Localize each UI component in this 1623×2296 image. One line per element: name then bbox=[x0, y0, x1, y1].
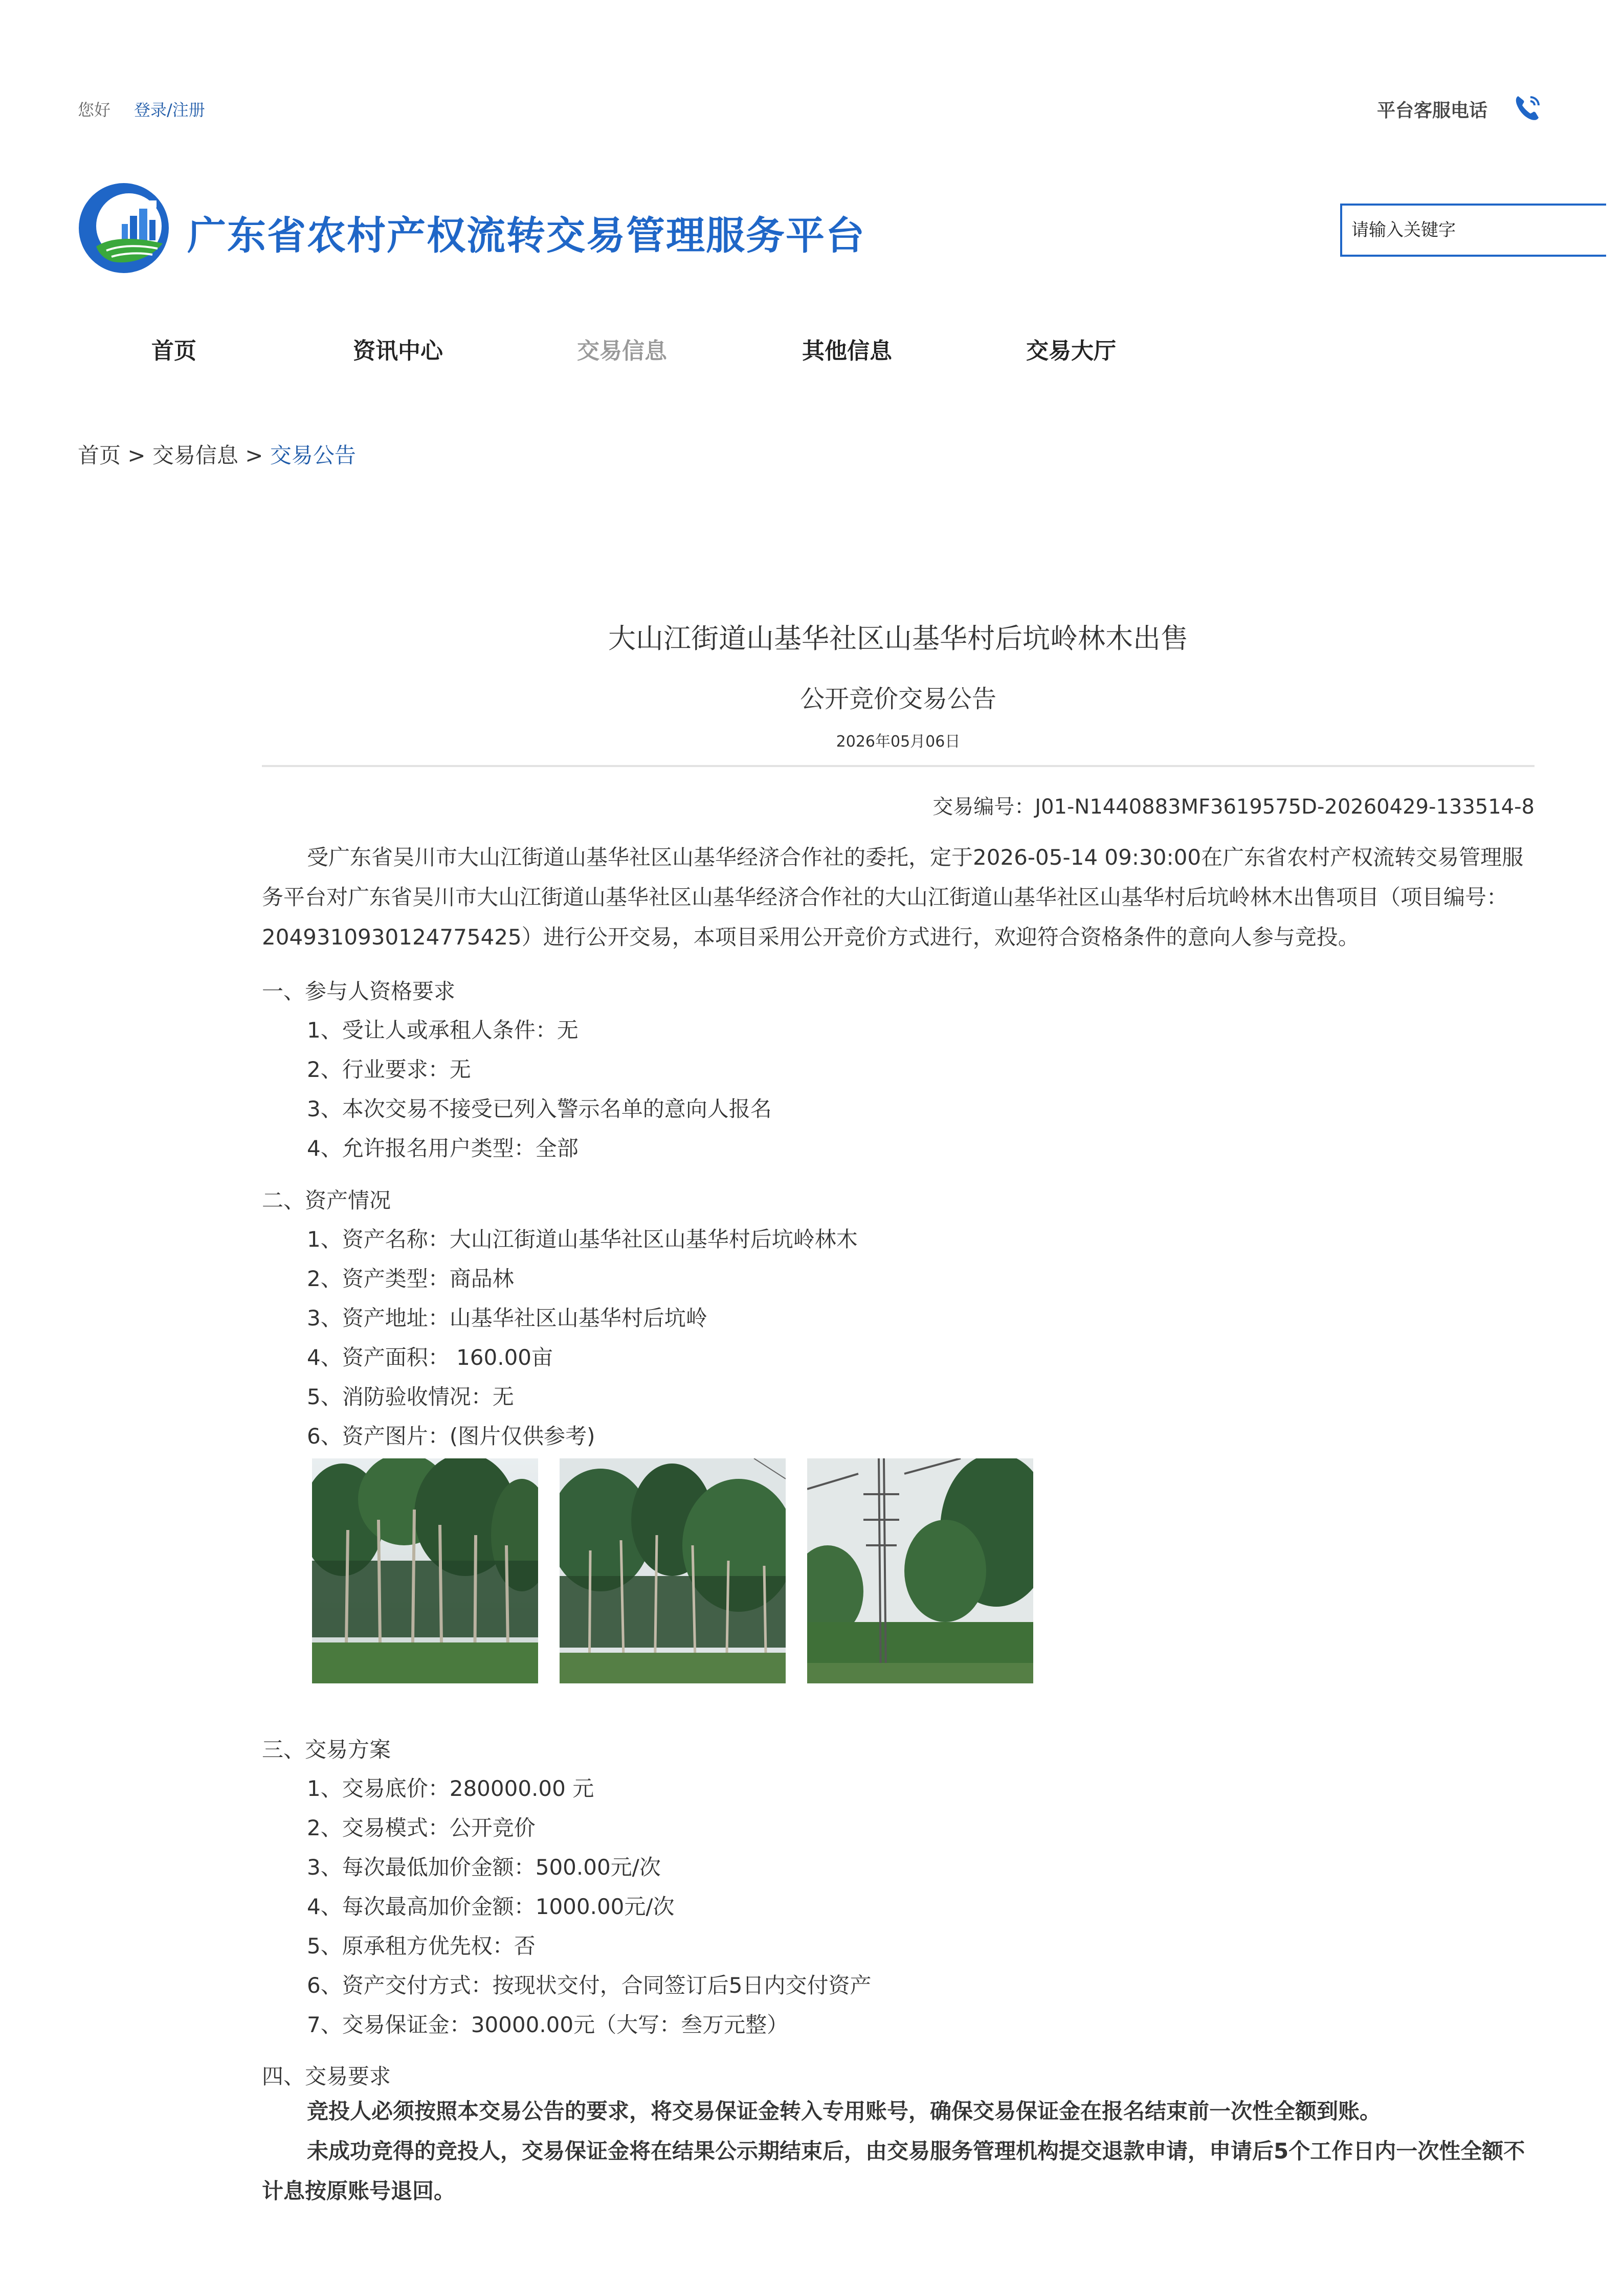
list-item: 2、行业要求：无 bbox=[307, 1057, 471, 1082]
requirement-paragraph-1: 竞投人必须按照本交易公告的要求，将交易保证金转入专用账号，确保交易保证金在报名结束前一次性全额到账。 bbox=[307, 2099, 1382, 2124]
section-heading-qualification: 一、参与人资格要求 bbox=[262, 979, 456, 1004]
list-item: 2、资产类型：商品林 bbox=[307, 1266, 514, 1291]
nav-other-info[interactable]: 其他信息 bbox=[802, 338, 892, 364]
breadcrumb bbox=[78, 439, 356, 469]
list-item: 4、每次最高加价金额：1000.00元/次 bbox=[307, 1894, 675, 1919]
asset-photo-forest-3[interactable] bbox=[807, 1458, 1033, 1683]
list-item: 5、消防验收情况：无 bbox=[307, 1384, 514, 1409]
asset-photo-forest-2[interactable] bbox=[560, 1458, 786, 1683]
breadcrumb-separator: > bbox=[238, 443, 270, 468]
nav-news-center[interactable]: 资讯中心 bbox=[353, 338, 443, 364]
list-item: 3、资产地址：山基华社区山基华村后坑岭 bbox=[307, 1305, 707, 1331]
search-box[interactable] bbox=[1340, 204, 1606, 257]
login-register-link[interactable]: 登录/注册 bbox=[134, 100, 205, 120]
breadcrumb-separator: > bbox=[121, 443, 152, 468]
nav-home[interactable]: 首页 bbox=[151, 338, 196, 364]
list-item: 1、资产名称：大山江街道山基华社区山基华村后坑岭林木 bbox=[307, 1227, 858, 1252]
nav-trade-hall[interactable]: 交易大厅 bbox=[1026, 338, 1116, 364]
section-heading-plan: 三、交易方案 bbox=[262, 1737, 391, 1762]
intro-paragraph: 受广东省吴川市大山江街道山基华社区山基华经济合作社的委托，定于2026-05-14 09:30:00在广东省农村产权流转交易管理服务平台对广东省吴川市大山江街道山基华社区山基华经济合作社的大山江街道山基华社区山基华村后坑岭林木出售项目（项目编号：2049310930124775425）进行公开交易，本项目采用公开竞价方式进行，欢迎符合资格条件的意向人参与竞投。 bbox=[262, 845, 1524, 950]
section-heading-requirements: 四、交易要求 bbox=[262, 2064, 391, 2089]
transaction-number: 交易编号：J01-N1440883MF3619575D-20260429-133514-8 bbox=[932, 795, 1535, 819]
list-item: 5、原承租方优先权：否 bbox=[307, 1933, 536, 1959]
list-item: 7、交易保证金：30000.00元（大写：叁万元整） bbox=[307, 2012, 789, 2037]
section-heading-asset: 二、资产情况 bbox=[262, 1188, 391, 1213]
list-item: 4、资产面积： 160.00亩 bbox=[307, 1345, 553, 1370]
list-item: 4、允许报名用户类型：全部 bbox=[307, 1136, 579, 1161]
service-hotline-label: 平台客服电话 bbox=[1377, 100, 1488, 121]
breadcrumb-trade-info[interactable]: 交易信息 bbox=[152, 443, 238, 468]
list-item: 1、受让人或承租人条件：无 bbox=[307, 1018, 579, 1043]
asset-photo-forest-1[interactable] bbox=[312, 1458, 538, 1683]
list-item: 6、资产交付方式：按现状交付，合同签订后5日内交付资产 bbox=[307, 1973, 872, 1998]
phone-icon[interactable] bbox=[1511, 91, 1545, 125]
platform-logo-icon[interactable] bbox=[76, 180, 172, 276]
requirement-paragraph-2: 未成功竞得的竞投人，交易保证金将在结果公示期结束后，由交易服务管理机构提交退款申请，申请后5个工作日内一次性全额不计息按原账号退回。 bbox=[262, 2139, 1525, 2203]
article-date: 2026年05月06日 bbox=[836, 733, 961, 751]
search-input[interactable] bbox=[1342, 206, 1606, 255]
article-title: 大山江街道山基华社区山基华村后坑岭林木出售 bbox=[608, 622, 1188, 655]
header-divider bbox=[262, 765, 1535, 767]
list-item: 2、交易模式：公开竞价 bbox=[307, 1815, 536, 1840]
breadcrumb-current: 交易公告 bbox=[270, 443, 356, 468]
breadcrumb-home[interactable]: 首页 bbox=[78, 443, 121, 468]
nav-trade-info[interactable]: 交易信息 bbox=[577, 338, 667, 364]
greeting-text: 您好 bbox=[78, 100, 111, 120]
list-item: 3、本次交易不接受已列入警示名单的意向人报名 bbox=[307, 1096, 772, 1121]
list-item: 6、资产图片：(图片仅供参考) bbox=[307, 1424, 595, 1449]
list-item: 3、每次最低加价金额：500.00元/次 bbox=[307, 1855, 661, 1880]
article-subtitle: 公开竞价交易公告 bbox=[799, 685, 996, 713]
list-item: 1、交易底价：280000.00 元 bbox=[307, 1776, 594, 1801]
site-title[interactable]: 广东省农村产权流转交易管理服务平台 bbox=[187, 213, 865, 258]
